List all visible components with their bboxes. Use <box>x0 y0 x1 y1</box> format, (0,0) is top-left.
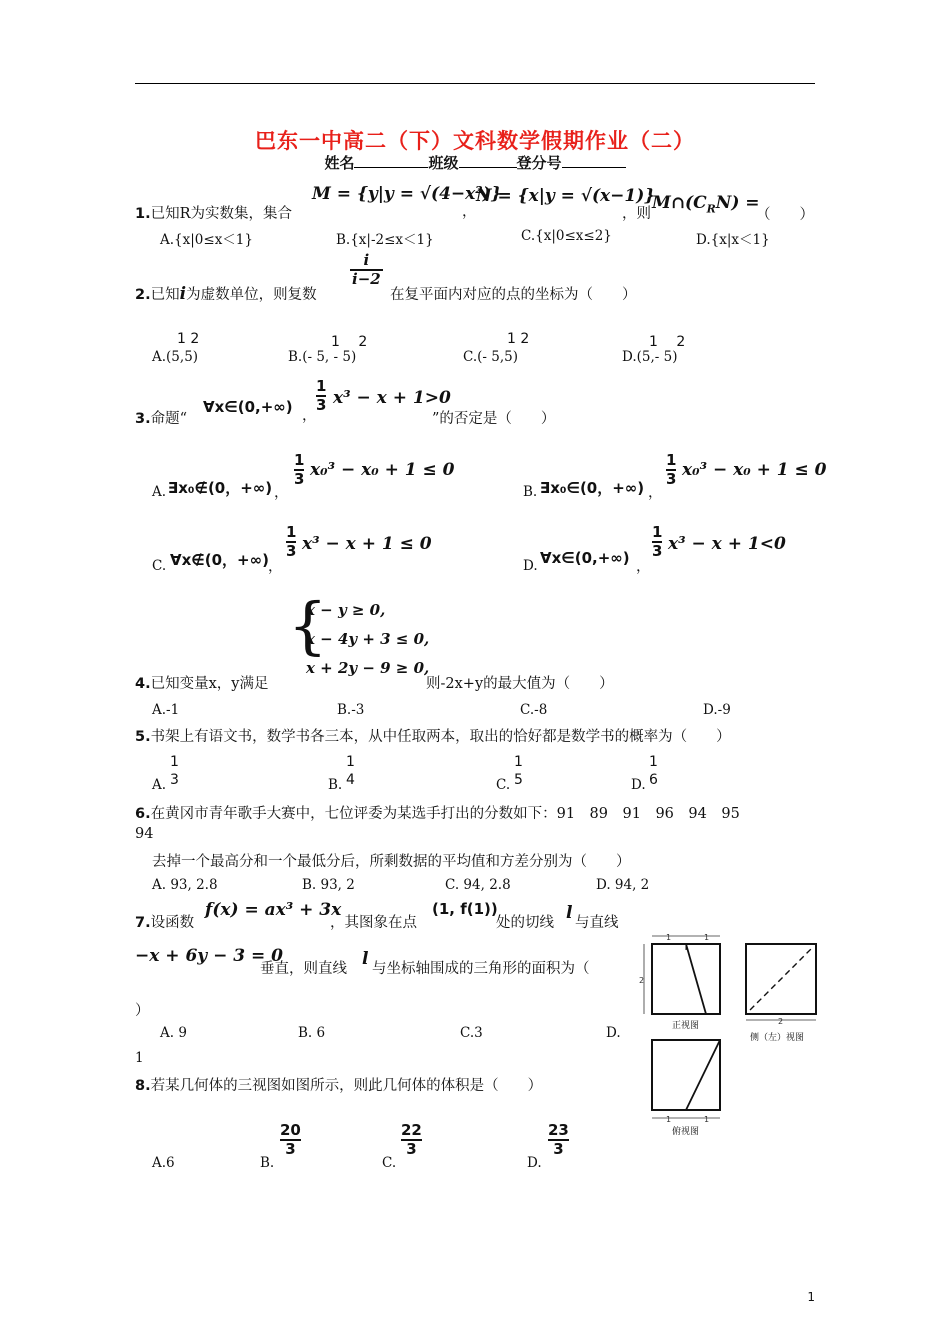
q8-number: 8. <box>135 1078 151 1094</box>
q1-text: 已知R为实数集，集合 <box>150 206 293 222</box>
q2-line <box>135 283 317 304</box>
q2-option-d-num: 1 2 <box>649 334 686 350</box>
q4-option-b[interactable]: B.-3 <box>337 702 365 718</box>
q7-text-6: 与坐标轴围成的三角形的面积为（ <box>372 961 590 977</box>
q1-set-m: M = {y|y = √(4−x²)} <box>312 184 502 204</box>
top-dim-1: 1 <box>666 1115 672 1124</box>
page-title: 巴东一中高二（下）文科数学假期作业（二） <box>255 129 695 153</box>
q1-then: ，则 <box>622 206 651 222</box>
q2-option-a-num: 1 2 <box>177 331 200 347</box>
q6-text-1: 在黄冈市青年歌手大赛中，七位评委为某选手打出的分数如下：91 89 91 96 94 95 <box>150 806 740 822</box>
top-dim-2: 1 <box>704 1115 710 1124</box>
student-info-line <box>0 152 950 173</box>
q5-number: 5. <box>135 729 151 745</box>
class-label: 班级 <box>428 154 459 172</box>
front-view-label: 正视图 <box>672 1021 700 1031</box>
q2-option-c[interactable]: C.(- 5,5) <box>463 349 518 365</box>
top-view <box>652 1040 720 1137</box>
top-view-label: 俯视图 <box>672 1127 700 1137</box>
q8-option-b-label[interactable]: B. <box>260 1155 275 1171</box>
q3-option-a-expr: x₀³ − x₀ + 1 ≤ 0 <box>310 460 455 480</box>
q5-option-d-label[interactable]: D. <box>631 777 646 793</box>
side-dim: 2 <box>778 1017 784 1026</box>
class-blank[interactable] <box>459 153 517 168</box>
q5-option-a-label[interactable]: A. <box>152 777 167 793</box>
q5-line <box>135 725 731 746</box>
q8-option-b-fraction: $\frac{20}{3}$ <box>280 1121 301 1159</box>
q5-text: 书架上有语文书，数学书各三本，从中任取两本，取出的恰好都是数学书的概率为（ ） <box>150 729 731 745</box>
q2-imag-unit: i <box>179 284 187 304</box>
q4-number: 4. <box>135 676 151 692</box>
q1-option-a[interactable]: A.{x|0≤x＜1} <box>160 232 253 248</box>
reg-label: 登分号 <box>516 154 562 172</box>
q7-text-5: 垂直，则直线 <box>260 961 347 977</box>
q7-option-c[interactable]: C.3 <box>460 1025 483 1041</box>
q3-comma: ， <box>302 408 317 424</box>
q4-option-c[interactable]: C.-8 <box>520 702 548 718</box>
q3-text-2: ”的否定是（ ） <box>432 411 556 427</box>
q8-option-a[interactable]: A.6 <box>152 1155 175 1171</box>
q5-option-d-num: 1 <box>649 754 658 770</box>
name-label: 姓名 <box>324 154 355 172</box>
q3-text-1: 命题“ <box>150 411 188 427</box>
q1-option-b[interactable]: B.{x|-2≤x＜1} <box>336 232 434 248</box>
q1-answer-paren: （ ） <box>756 207 814 223</box>
q8-line <box>135 1074 542 1095</box>
q6-text-1b: 94 <box>135 826 154 842</box>
q7-line <box>135 911 194 932</box>
q1-line <box>135 202 292 223</box>
q1-option-c[interactable]: C.{x|0≤x≤2} <box>521 228 612 244</box>
q5-option-a-num: 1 <box>170 754 179 770</box>
q6-option-a[interactable]: A. 93, 2.8 <box>152 877 218 893</box>
q2-option-c-num: 1 2 <box>507 331 530 347</box>
q7-text-4: 与直线 <box>575 915 619 931</box>
front-dim-top-2: 1 <box>704 933 710 942</box>
q1-set-n: N = {x|y = √(x−1)} <box>476 186 656 206</box>
q5-option-b-label[interactable]: B. <box>328 777 343 793</box>
q6-number: 6. <box>135 806 151 822</box>
q7-text-3: 处的切线 <box>496 915 554 931</box>
q1-option-d[interactable]: D.{x|x＜1} <box>696 232 770 248</box>
q3-quantifier: ∀x∈(0,+∞) <box>203 398 293 416</box>
q4-line <box>135 672 268 693</box>
q1-number: 1. <box>135 206 151 222</box>
q3-option-d-label[interactable]: D. <box>523 558 538 574</box>
q5-option-b-den: 4 <box>346 772 355 788</box>
q3-option-c-label[interactable]: C. <box>152 558 167 574</box>
q7-option-d-cont: 1 <box>135 1050 144 1066</box>
q5-option-c-label[interactable]: C. <box>496 777 511 793</box>
q7-line-l: l <box>566 903 573 923</box>
front-dim-side: 2 <box>639 976 645 985</box>
q3-option-d-comma: ， <box>636 559 651 575</box>
q1-expression: $M\cap(C_RN)$ = <box>652 193 760 216</box>
q5-option-d-den: 6 <box>649 772 658 788</box>
q2-text-2: 为虚数单位，则复数 <box>186 287 317 303</box>
front-view <box>639 933 720 1031</box>
q3-option-c-expr: x³ − x + 1 ≤ 0 <box>302 534 432 554</box>
q7-given-line: −x + 6y − 3 = 0 <box>135 946 283 966</box>
page-number: 1 <box>807 1290 815 1304</box>
q3-option-b-comma: ， <box>648 485 663 501</box>
q2-option-b-num: 1 2 <box>331 334 368 350</box>
q1-comma: ， <box>462 204 477 220</box>
q3-option-b-fraction: $\frac{1}{3}$ <box>666 451 677 489</box>
q8-option-c-fraction: $\frac{22}{3}$ <box>401 1121 422 1159</box>
q6-text-2: 去掉一个最高分和一个最低分后，所剩数据的平均值和方差分别为（ ） <box>152 854 631 870</box>
q3-option-a-quant: ∃x₀∉(0，+∞) <box>168 479 273 497</box>
q2-text-3: 在复平面内对应的点的坐标为（ ） <box>390 287 637 303</box>
q3-option-b-label[interactable]: B. <box>523 484 538 500</box>
header-rule <box>135 83 815 84</box>
q6-line <box>135 802 740 823</box>
side-view-label: 侧（左）视图 <box>750 1033 805 1043</box>
q6-option-d[interactable]: D. 94, 2 <box>596 877 650 893</box>
q3-option-a-comma: ， <box>274 485 289 501</box>
name-blank[interactable] <box>354 153 428 168</box>
q7-option-b[interactable]: B. 6 <box>298 1025 326 1041</box>
q3-option-a-fraction: $\frac{1}{3}$ <box>294 451 305 489</box>
q2-option-a[interactable]: A.(5,5) <box>152 349 199 365</box>
q3-number: 3. <box>135 411 151 427</box>
q7-option-d[interactable]: D. <box>606 1025 621 1041</box>
q5-option-b-num: 1 <box>346 754 355 770</box>
q3-option-c-comma: ， <box>268 559 283 575</box>
q3-option-a-label[interactable]: A. <box>152 484 167 500</box>
q3-inequality: x³ − x + 1>0 <box>333 388 451 408</box>
q4-constraint-3: x + 2y − 9 ≥ 0, <box>306 659 430 677</box>
q7-text-7: ） <box>135 1003 150 1019</box>
q8-option-d-label[interactable]: D. <box>527 1155 542 1171</box>
q5-option-c-num: 1 <box>514 754 523 770</box>
q7-option-a[interactable]: A. 9 <box>160 1025 187 1041</box>
q7-function: f(x) = ax³ + 3x <box>205 900 342 920</box>
q4-option-d[interactable]: D.-9 <box>703 702 731 718</box>
q7-point: (1, f(1)) <box>432 900 498 918</box>
reg-blank[interactable] <box>562 153 626 168</box>
q6-option-c[interactable]: C. 94, 2.8 <box>445 877 511 893</box>
q4-option-a[interactable]: A.-1 <box>152 702 180 718</box>
q2-option-d[interactable]: D.(5,- 5) <box>622 349 678 365</box>
q8-text: 若某几何体的三视图如图所示，则此几何体的体积是（ ） <box>150 1078 543 1094</box>
q3-option-d-quant: ∀x∈(0,+∞) <box>540 549 630 567</box>
q7-text-1: 设函数 <box>150 915 195 931</box>
front-dim-top-1: 1 <box>666 933 672 942</box>
q4-constraint-2: x − 4y + 3 ≤ 0, <box>306 630 430 648</box>
q3-fraction: $\frac{1}{3}$ <box>316 377 327 415</box>
q3-option-c-fraction: $\frac{1}{3}$ <box>286 523 297 561</box>
q4-text-1: 已知变量x，y满足 <box>150 676 269 692</box>
q4-constraint-1: x − y ≥ 0, <box>306 601 386 619</box>
q4-brace: { <box>288 589 328 662</box>
q3-option-b-expr: x₀³ − x₀ + 1 ≤ 0 <box>682 460 827 480</box>
q2-fraction: $\frac{i}{i-2}$ <box>352 251 381 289</box>
q7-number: 7. <box>135 915 151 931</box>
q3-line <box>135 407 187 428</box>
q7-line-l-2: l <box>362 949 369 969</box>
q6-option-b[interactable]: B. 93, 2 <box>302 877 355 893</box>
q2-number: 2. <box>135 287 151 303</box>
q3-option-c-quant: ∀x∉(0，+∞) <box>170 551 269 569</box>
q5-option-a-den: 3 <box>170 772 179 788</box>
three-view-figure <box>634 928 824 1138</box>
q7-text-2: ，其图象在点 <box>330 915 417 931</box>
q5-option-c-den: 5 <box>514 772 523 788</box>
q3-option-d-fraction: $\frac{1}{3}$ <box>652 523 663 561</box>
q4-text-2: 则-2x+y的最大值为（ ） <box>426 676 614 692</box>
q8-option-d-fraction: $\frac{23}{3}$ <box>548 1121 569 1159</box>
q2-option-b[interactable]: B.(- 5, - 5) <box>288 349 357 365</box>
q2-text-1: 已知 <box>150 287 180 303</box>
q3-option-d-expr: x³ − x + 1<0 <box>668 534 786 554</box>
q8-option-c-label[interactable]: C. <box>382 1155 397 1171</box>
q3-option-b-quant: ∃x₀∈(0，+∞) <box>540 479 645 497</box>
side-view <box>746 944 816 1043</box>
